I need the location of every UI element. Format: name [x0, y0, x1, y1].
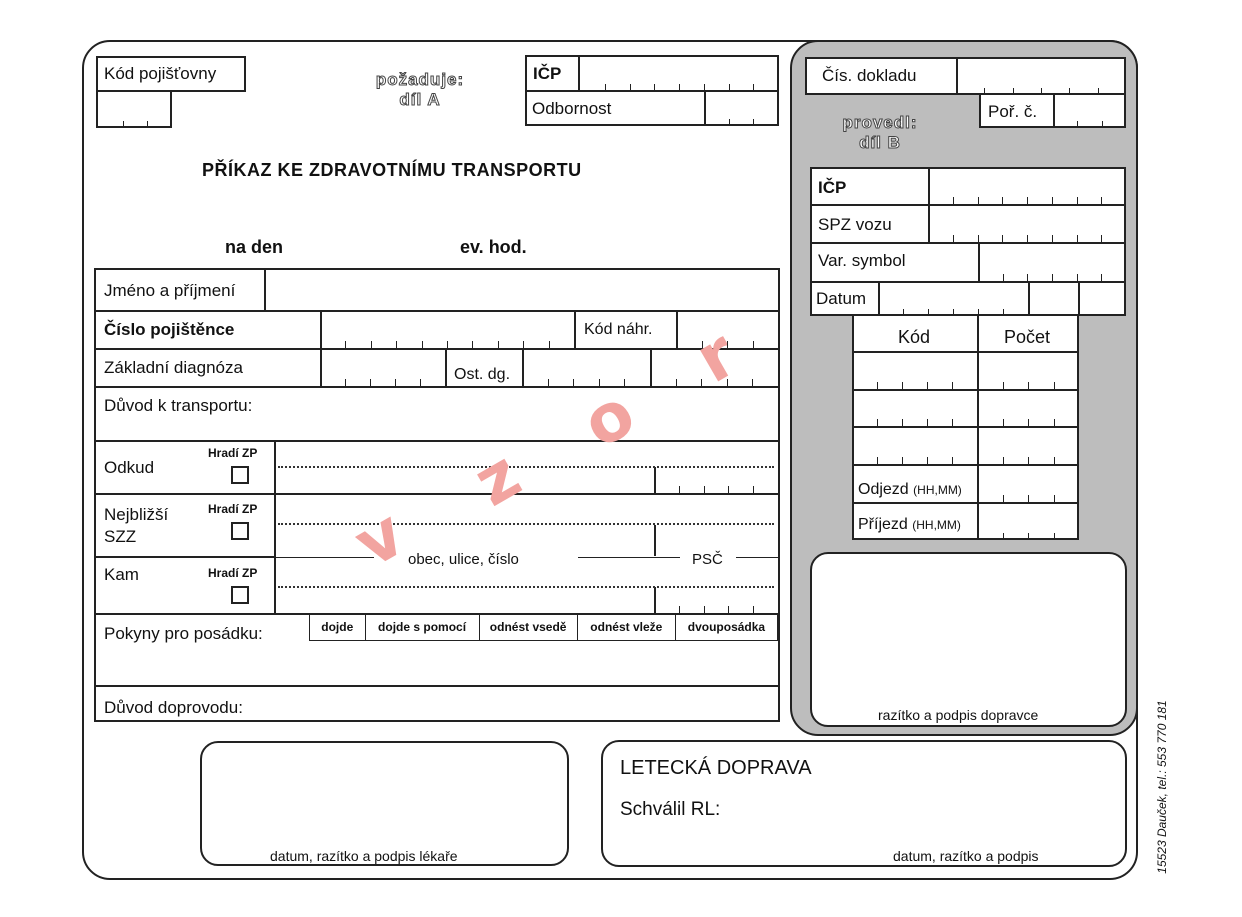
cislo-pojistence-label: Číslo pojištěnce [104, 320, 235, 339]
tick-mark [676, 379, 677, 386]
watermark-z: z [461, 435, 534, 522]
tick-mark [728, 486, 729, 493]
tick-mark [753, 119, 754, 126]
tick-mark [728, 606, 729, 613]
tick-mark [1003, 309, 1004, 316]
tick-mark [1003, 495, 1004, 502]
tick-mark [420, 379, 421, 386]
nejblizsi-hradi-label: Hradí ZP [208, 502, 258, 516]
pozaduje-label: požaduje: díl A [375, 70, 465, 109]
tick-mark [498, 341, 499, 348]
datum-input[interactable] [882, 284, 1122, 314]
tick-mark [702, 341, 703, 348]
tick-mark [1003, 419, 1004, 426]
zakladni-diagnoza-label: Základní diagnóza [104, 358, 243, 377]
tick-mark [371, 341, 372, 348]
tick-mark [1003, 274, 1004, 281]
tick-mark [953, 309, 954, 316]
tick-mark [630, 84, 631, 91]
tick-mark [1077, 121, 1078, 128]
watermark-o: o [569, 373, 648, 464]
pokyny-option-odnest-vleze[interactable]: odnést vleže [578, 614, 676, 640]
kod-pocet-row[interactable] [855, 392, 1075, 424]
tick-mark [978, 309, 979, 316]
tick-mark [1054, 495, 1055, 502]
jmeno-input[interactable] [268, 272, 776, 308]
odkud-hradi-checkbox[interactable] [231, 466, 249, 484]
tick-mark [1003, 533, 1004, 540]
tick-mark [902, 457, 903, 464]
zakladni-diagnoza-input[interactable] [324, 351, 443, 384]
tick-mark [679, 84, 680, 91]
pokyny-label: Pokyny pro posádku: [104, 624, 263, 643]
tick-mark [704, 84, 705, 91]
tick-mark [1069, 88, 1070, 95]
tick-mark [1027, 235, 1028, 242]
razitko-dopravce-box[interactable] [810, 552, 1127, 727]
kod-pocet-row[interactable] [855, 354, 1075, 387]
kod-nahr-label: Kód náhr. [584, 321, 653, 338]
tick-mark [753, 84, 754, 91]
tick-mark [147, 121, 148, 128]
kod-pojistovny-field[interactable] [96, 90, 172, 128]
odkud-hradi-label: Hradí ZP [208, 446, 258, 460]
tick-mark [877, 457, 878, 464]
tick-mark [1003, 382, 1004, 389]
tick-mark [877, 382, 878, 389]
tick-mark [472, 341, 473, 348]
watermark-v: v [341, 494, 418, 583]
nejblizsi-label-2: SZZ [104, 527, 137, 546]
tick-mark [978, 197, 979, 204]
tick-mark [752, 379, 753, 386]
tick-mark [953, 197, 954, 204]
tick-mark [927, 457, 928, 464]
provedl-label: provedl: díl B [842, 113, 918, 152]
kod-pojistovny-label: Kód pojišťovny [104, 64, 217, 83]
tick-mark [753, 606, 754, 613]
tick-mark [654, 84, 655, 91]
duvod-transportu-input[interactable] [96, 418, 776, 438]
tick-mark [1101, 197, 1102, 204]
tick-mark [928, 309, 929, 316]
tick-mark [1077, 274, 1078, 281]
tick-mark [753, 341, 754, 348]
pocet-header: Počet [1004, 327, 1051, 347]
odjezd-label: Odjezd (HH,MM) [858, 481, 962, 498]
tick-mark [1101, 235, 1102, 242]
psc-caption: PSČ [692, 551, 723, 568]
tick-mark [1054, 419, 1055, 426]
tick-mark [396, 341, 397, 348]
tick-mark [1028, 457, 1029, 464]
tick-mark [599, 379, 600, 386]
tick-mark [978, 235, 979, 242]
tick-mark [902, 419, 903, 426]
odkud-label: Odkud [104, 458, 155, 477]
tick-mark [1101, 274, 1102, 281]
icp-label: IČP [533, 64, 562, 83]
tick-mark [953, 235, 954, 242]
tick-mark [679, 606, 680, 613]
tick-mark [395, 379, 396, 386]
nejblizsi-hradi-checkbox[interactable] [231, 522, 249, 540]
pokyny-option-dojde[interactable]: dojde [310, 614, 366, 640]
duvod-doprovodu-input[interactable] [270, 688, 776, 718]
tick-mark [1028, 419, 1029, 426]
duvod-doprovodu-label: Důvod doprovodu: [104, 698, 243, 717]
ost-dg-label: Ost. dg. [454, 366, 511, 383]
kam-hradi-label: Hradí ZP [208, 566, 258, 580]
tick-mark [952, 457, 953, 464]
na-den-label: na den [225, 237, 284, 257]
pokyny-option-dojde-s-pomoci[interactable]: dojde s pomocí [366, 614, 480, 640]
b-icp-label: IČP [818, 178, 847, 197]
tick-mark [727, 379, 728, 386]
kam-input[interactable] [278, 565, 774, 611]
tick-mark [1002, 197, 1003, 204]
tick-mark [952, 419, 953, 426]
odbornost-label: Odbornost [532, 99, 612, 118]
tick-mark [1028, 382, 1029, 389]
obec-caption: obec, ulice, číslo [408, 551, 519, 568]
tick-mark [902, 382, 903, 389]
tick-mark [1052, 235, 1053, 242]
tick-mark [1052, 197, 1053, 204]
kod-header: Kód [898, 327, 931, 347]
ev-hod-label: ev. hod. [460, 237, 527, 257]
tick-mark [573, 379, 574, 386]
tick-mark [1028, 533, 1029, 540]
datum-label: Datum [816, 289, 867, 308]
datum-podpis-caption: datum, razítko a podpis [893, 848, 1039, 864]
var-symbol-label: Var. symbol [818, 251, 906, 270]
prijezd-label: Příjezd (HH,MM) [858, 516, 961, 533]
kam-hradi-checkbox[interactable] [231, 586, 249, 604]
tick-mark [903, 309, 904, 316]
tick-mark [727, 341, 728, 348]
razitko-dopravce-caption: razítko a podpis dopravce [878, 707, 1039, 723]
tick-mark [704, 486, 705, 493]
pokyny-option-dvouposadka[interactable]: dvouposádka [687, 620, 766, 634]
tick-mark [1077, 197, 1078, 204]
kam-label: Kam [104, 565, 139, 584]
tick-mark [1098, 88, 1099, 95]
cis-dokladu-label: Čís. dokladu [822, 66, 917, 85]
tick-mark [952, 382, 953, 389]
tick-mark [701, 379, 702, 386]
tick-mark [1054, 533, 1055, 540]
tick-mark [927, 419, 928, 426]
tick-mark [548, 379, 549, 386]
por-c-label: Poř. č. [988, 102, 1038, 121]
pokyny-options [309, 614, 778, 641]
jmeno-label: Jméno a příjmení [104, 281, 236, 300]
tick-mark [704, 606, 705, 613]
watermark-r: r [682, 315, 750, 398]
tick-mark [1054, 457, 1055, 464]
tick-mark [447, 341, 448, 348]
letecka-title: LETECKÁ DOPRAVA [620, 757, 812, 779]
pokyny-option-odnest-vsede[interactable]: odnést vsedě [480, 614, 578, 640]
tick-mark [729, 84, 730, 91]
tick-mark [123, 121, 124, 128]
tick-mark [1102, 121, 1103, 128]
tick-mark [1013, 88, 1014, 95]
tick-mark [345, 341, 346, 348]
lekar-caption: datum, razítko a podpis lékaře [270, 848, 458, 864]
tick-mark [753, 486, 754, 493]
tick-mark [679, 486, 680, 493]
tick-mark [1027, 274, 1028, 281]
tick-mark [1077, 235, 1078, 242]
tick-mark [877, 419, 878, 426]
icp-box[interactable] [525, 55, 779, 92]
tick-mark [422, 341, 423, 348]
duvod-transportu-label: Důvod k transportu: [104, 396, 253, 415]
tick-mark [1003, 457, 1004, 464]
tick-mark [1041, 88, 1042, 95]
tick-mark [345, 379, 346, 386]
tick-mark [1052, 274, 1053, 281]
page-title: PŘÍKAZ KE ZDRAVOTNÍMU TRANSPORTU [202, 160, 582, 180]
tick-mark [729, 119, 730, 126]
tick-mark [984, 88, 985, 95]
side-note: 15523 Dauček, tel.: 553 770 181 [1155, 700, 1169, 874]
tick-mark [605, 84, 606, 91]
cislo-pojistence-input[interactable] [324, 313, 572, 346]
spz-label: SPZ vozu [818, 215, 892, 234]
tick-mark [1027, 197, 1028, 204]
tick-mark [549, 341, 550, 348]
tick-mark [1028, 495, 1029, 502]
tick-mark [624, 379, 625, 386]
nejblizsi-label-1: Nejbližší [104, 505, 169, 524]
tick-mark [1054, 382, 1055, 389]
kod-pocet-row[interactable] [855, 429, 1075, 462]
schvalil-label: Schválil RL: [620, 799, 721, 820]
odkud-input[interactable] [278, 444, 774, 490]
tick-mark [1002, 235, 1003, 242]
tick-mark [523, 341, 524, 348]
tick-mark [927, 382, 928, 389]
tick-mark [370, 379, 371, 386]
